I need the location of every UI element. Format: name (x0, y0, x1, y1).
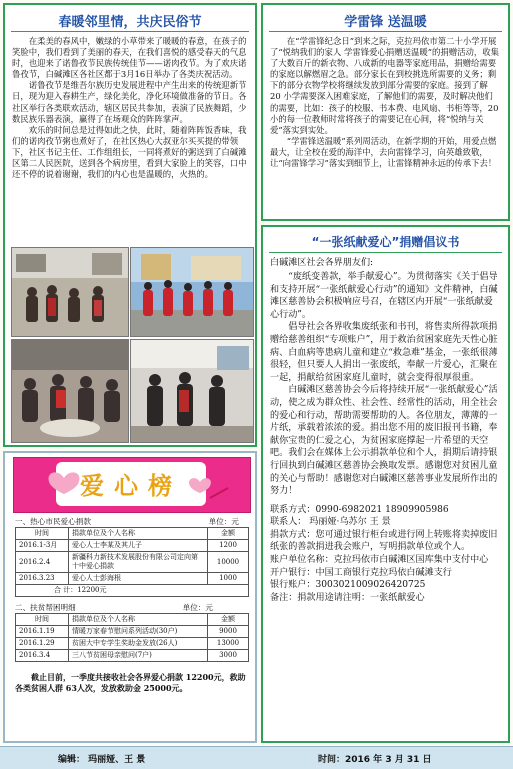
table-row (16, 552, 249, 573)
contact-line: 联系方式：0990-6982021 18909905986 (270, 504, 449, 515)
table-cell: 贫困大中专学生奖助金发放(26人) (69, 638, 208, 650)
contact-line: 联系人： 玛丽娅·乌苏尔 王 景 (270, 517, 391, 528)
table-cell: 1200 (208, 540, 249, 552)
table-cell: 新疆科力新技术发展股份有限公司定向第十中爱心捐款 (69, 552, 208, 573)
table-header: 时间 (16, 614, 69, 626)
proposal-article (261, 225, 510, 743)
festival-photo-4 (130, 339, 254, 443)
section2-unit: 单位：元 (182, 603, 213, 612)
festival-photo-1 (11, 247, 129, 337)
contact-line: 银行账户：3003021009026420725 (270, 580, 426, 591)
leifeng-para: “学雷锋送温暖”系列周活动，在新学期的开始，用爱点燃最大，让全校在爱的海洋中，去向雷锋学习，向英雄致敬，让“向雷锋学习”落实到细节上，让雷锋精神永远的传承下去！ (270, 135, 497, 169)
contact-line: 捐款方式：您可通过银行柜台或进行网上转账将卖掉废旧纸张的善款捐进我会账户，写明捐款单位或个人。 (270, 529, 498, 553)
festival-para: 诺鲁孜节是维吾尔族历史发展进程中产生出来的传统迎新节日，现为迎入春耕生产，绿化美化，净化环境做准备的节日。各社区举行各类联欢活动，辖区居民共参加，表演了民族舞蹈，少数民族乐器表演，赢得了在场观众的阵阵掌声。 (12, 80, 247, 124)
banner-title: 爱心榜 (80, 471, 182, 500)
festival-body (5, 36, 255, 180)
table-cell: 9000 (208, 626, 249, 638)
table-row (16, 650, 249, 662)
footer-date: 时间：2016 年 3 月 31 日 (318, 755, 432, 765)
table-cell: 三八节贫困母亲慰问(7户) (69, 650, 208, 662)
table-cell: 爱心人士彭海根 (69, 573, 208, 585)
festival-photo-2 (130, 247, 254, 337)
table-cell: 爱心人士李某及其儿子 (69, 540, 208, 552)
table-cell: 3000 (208, 650, 249, 662)
leifeng-article (261, 3, 510, 221)
crowd-photo (12, 248, 128, 336)
proposal-para: 白碱滩区慈善协会今后将持续开展“一张纸献爱心”活动，使之成为群众性、社会性、经常性的活动，用全社会的爱心和行动，帮助需要帮助的人。各位朋友，薄薄的一片纸，承载着浓浓的爱。捐出您不用的废旧报刊书籍，奉献你宝贵的仁爱之心，为贫困家庭撑起一片希望的天空吧。我们会在媒体上公示捐款单位和个人，捐期后请持银行回执到白碱滩区慈善协会换取发票。感谢您对贫困儿童的关心与帮助！感谢您对白碱滩区慈善事业发展所作出的努力！ (270, 385, 498, 497)
proposal-para: 倡导社会各界收集废纸张和书刊，将售卖所得款项捐赠给慈善组织“专项账户”，用于救治贫困家庭先天性心脏病、白血病等患病儿童和建立“救急难”基金，一张纸很薄很轻，但只要人人捐出一张废纸，奉献一片爱心，汇聚在一起，捐献给贫困家庭儿童时，就会变得很厚很重。 (270, 322, 498, 383)
table-cell: 情暖万家春节慰问系列活动(30户) (69, 626, 208, 638)
table-cell: 2016.3.4 (16, 650, 69, 662)
donation-banner (13, 457, 251, 513)
proposal-title: “一张纸献爱心”捐赠倡议书 (311, 235, 460, 249)
table-total: 合 计：12200元 (16, 585, 249, 597)
leifeng-title: 学雷锋 送温暖 (344, 15, 427, 30)
table-cell: 2016.1.19 (16, 626, 69, 638)
section2-header (15, 603, 249, 613)
leifeng-para: 在“学雷锋纪念日”到来之际，克拉玛依市第二十小学开展了“悦纳我们的家人 学雷锋爱心捐赠送温暖”的捐赠活动，收集了大数百斤的新衣物、八成新的电器等家庭用品，捐赠给需要的家庭以解燃眉之急。部分家长在到校挑选所需要的义务；剩下的部分衣物学校将继续发放到部分需要的家庭。接到了解 20 小学需要深入困难家庭，了解他们的需要，及时解决他们的需要，比如：孩子的校服、书本费、电风扇、书柜等等，20小的每一位教师时常将孩子的需要记在心间，将“悦纳与关爱”落实到实处。 (270, 36, 499, 135)
contact-line: 开户银行：中国工商银行克拉玛依白碱滩支行 (270, 567, 452, 578)
donation-table (15, 527, 249, 597)
section1-header (15, 517, 249, 527)
table-row (16, 540, 249, 552)
table-cell: 2016.1.29 (16, 638, 69, 650)
festival-photo-3 (11, 339, 129, 443)
donation-summary: 截止目前，一季度共接收社会各界爱心捐款 12200元，救助各类贫困人群 63人次，发放救助金 25000元。 (15, 672, 246, 693)
table-header: 金额 (208, 614, 249, 626)
table-row (16, 638, 249, 650)
table-header-row (16, 528, 249, 540)
table-cell: 13000 (208, 638, 249, 650)
section1-title: 一、热心市民爱心捐款 (15, 517, 91, 526)
table-cell: 2016.3.23 (16, 573, 69, 585)
leifeng-body (263, 36, 508, 169)
porridge-photo (12, 340, 128, 442)
contact-block (270, 504, 501, 605)
table-cell: 2016.1-3月 (16, 540, 69, 552)
page-footer (0, 746, 513, 769)
hospital-photo (131, 340, 253, 442)
contact-line: 备注：捐款用途请注明：一张纸献爱心 (270, 592, 425, 603)
section2-title: 二、扶贫帮困明细 (15, 603, 76, 612)
table-row (16, 573, 249, 585)
table-header: 时间 (16, 528, 69, 540)
festival-para: 欢乐的时间总是过得如此之快，此时，随着阵阵饭香味，我们的诺肉孜节粥也煮好了，在社区热心大叔亚尔买买提的带领下，社区书记主任、工作组组长，一同将煮好的粥送到了白碱滩区第二人民医院，送到各个病房里，看到大家脸上的笑容，口中还不停的说着谢谢，我们的内心也是温暖的，火热的。 (12, 124, 247, 180)
proposal-body (263, 257, 508, 604)
donation-board (3, 451, 257, 743)
table-total-row (16, 585, 249, 597)
festival-article (3, 3, 257, 447)
festival-para: 在柔美的春风中，嫩绿的小草带来了暖暖的春意，在孩子的笑脸中，我们看到了美丽的春天，在我们喜悦的感受春天的气息时，也迎来了诺鲁孜节民族传统佳节——诺肉孜节。为了欢庆诺鲁孜节，白碱滩区各社区都于3月16日举办了各类庆祝活动。 (12, 36, 247, 80)
table-cell: 1000 (208, 573, 249, 585)
section1-unit: 单位：元 (208, 517, 239, 526)
aid-table (15, 613, 249, 662)
table-row (16, 626, 249, 638)
table-header: 捐款单位及个人名称 (69, 528, 208, 540)
table-header: 捐款单位及个人名称 (69, 614, 208, 626)
proposal-salutation: 白碱滩区社会各界朋友们: (270, 258, 374, 268)
table-cell: 2016.2.4 (16, 552, 69, 573)
table-cell: 10000 (208, 552, 249, 573)
proposal-para: “废纸变善款，举手献爱心”。为贯彻落实《关于倡导和支持开展“一张纸献爱心行动”的通知》文件精神，白碱滩区慈善协会积极响应号召，在辖区内开展“一张纸献爱心行动”。 (270, 272, 498, 320)
table-header-row (16, 614, 249, 626)
table-header: 金额 (208, 528, 249, 540)
footer-editor: 编辑： 玛丽娅、王 景 (58, 755, 146, 765)
contact-line: 账户单位名称：克拉玛依市白碱滩区国库集中支付中心 (270, 555, 489, 566)
festival-title: 春暖邻里情，共庆民俗节 (58, 15, 202, 30)
dance-photo (131, 248, 253, 336)
